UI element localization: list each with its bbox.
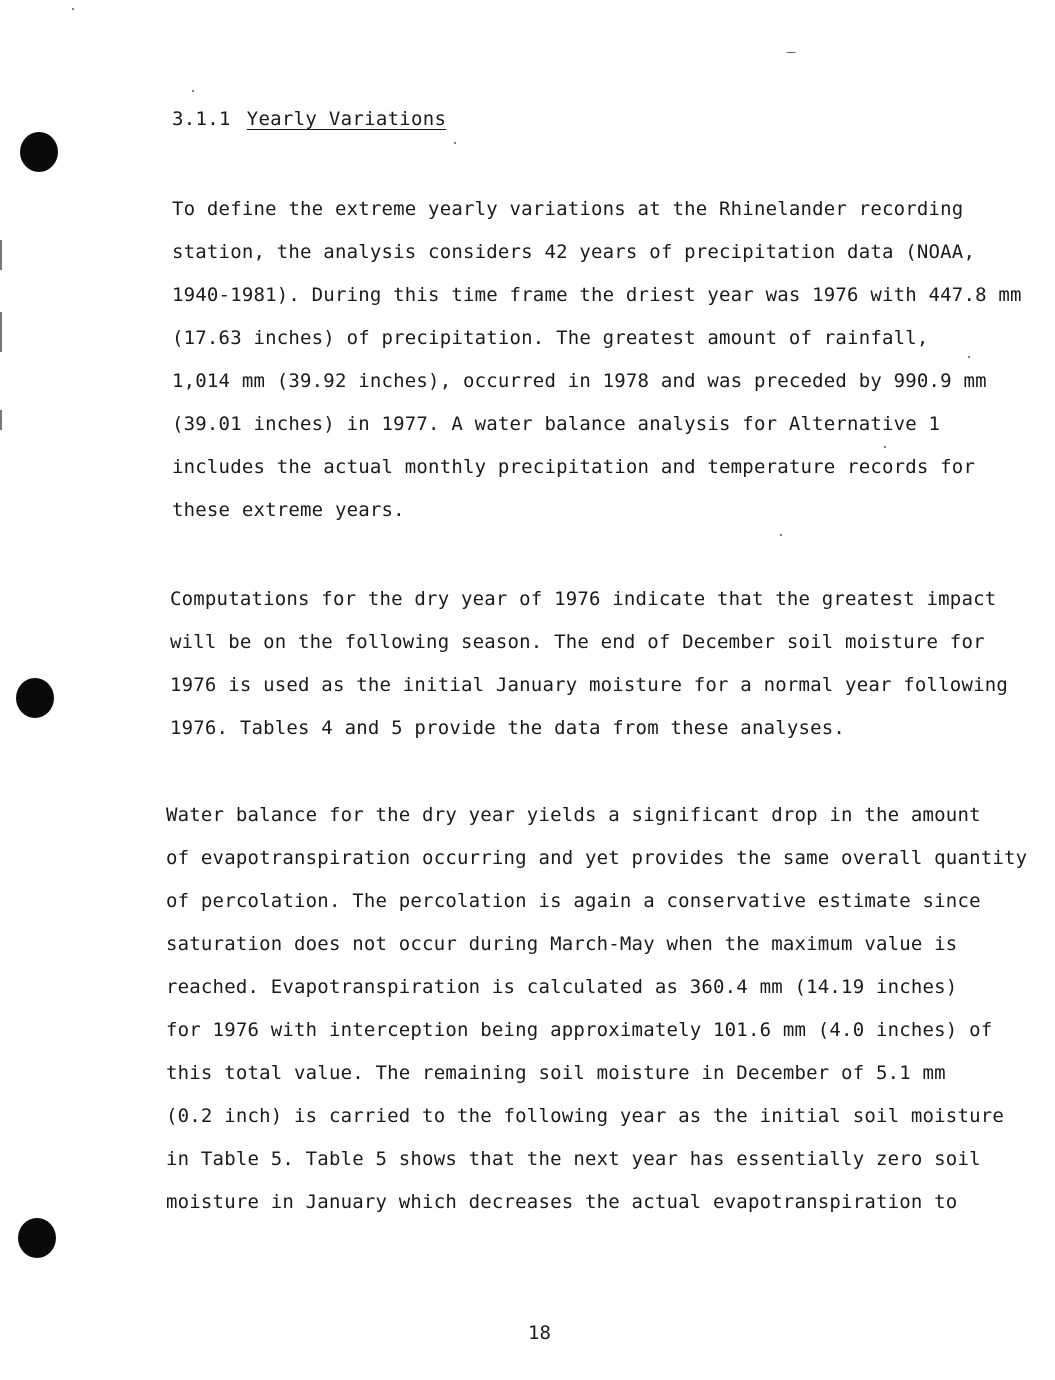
page-number: 18	[528, 1322, 551, 1344]
scan-speck	[454, 142, 456, 144]
scan-speck	[72, 8, 74, 10]
text-line: station, the analysis considers 42 years of precipitation data (NOAA,	[172, 241, 976, 263]
punch-hole-bottom	[18, 1218, 56, 1258]
section-title: Yearly Variations	[246, 108, 447, 130]
scan-edge-mark	[0, 312, 2, 352]
text-line: in Table 5. Table 5 shows that the next year has essentially zero soil	[166, 1148, 981, 1170]
section-number: 3.1.1	[172, 108, 231, 130]
text-line: reached. Evapotranspiration is calculated as 360.4 mm (14.19 inches)	[166, 976, 958, 998]
punch-hole-top	[20, 132, 58, 172]
text-line: 1,014 mm (39.92 inches), occurred in 1978 and was preceded by 990.9 mm	[172, 370, 987, 392]
scan-speck	[968, 356, 970, 358]
text-line: moisture in January which decreases the actual evapotranspiration to	[166, 1191, 958, 1213]
text-line: for 1976 with interception being approximately 101.6 mm (4.0 inches) of	[166, 1019, 993, 1041]
text-line: 1940-1981). During this time frame the driest year was 1976 with 447.8 mm	[172, 284, 1022, 306]
scan-edge-mark	[0, 240, 2, 270]
text-line: of percolation. The percolation is again a conservative estimate since	[166, 890, 981, 912]
text-line: saturation does not occur during March-May when the maximum value is	[166, 933, 958, 955]
text-line: Computations for the dry year of 1976 indicate that the greatest impact	[170, 588, 997, 610]
text-line: Water balance for the dry year yields a significant drop in the amount	[166, 804, 981, 826]
text-line: (0.2 inch) is carried to the following year as the initial soil moisture	[166, 1105, 1005, 1127]
text-line: these extreme years.	[172, 499, 405, 521]
text-line: 1976. Tables 4 and 5 provide the data from these analyses.	[170, 717, 846, 739]
text-line: will be on the following season. The end of December soil moisture for	[170, 631, 985, 653]
text-line: 1976 is used as the initial January moisture for a normal year following	[170, 674, 1009, 696]
text-line: this total value. The remaining soil moisture in December of 5.1 mm	[166, 1062, 946, 1084]
scan-speck	[780, 534, 782, 536]
text-line: To define the extreme yearly variations at the Rhinelander recording	[172, 198, 964, 220]
text-line: (17.63 inches) of precipitation. The greatest amount of rainfall,	[172, 327, 929, 349]
scan-speck	[192, 90, 194, 92]
scan-speck	[786, 52, 796, 53]
section-heading	[172, 108, 446, 130]
scan-speck	[884, 446, 886, 448]
text-line: includes the actual monthly precipitation and temperature records for	[172, 456, 976, 478]
punch-hole-middle	[16, 678, 54, 718]
text-line: of evapotranspiration occurring and yet provides the same overall quantity	[166, 847, 1028, 869]
scan-edge-mark	[0, 410, 2, 430]
text-line: (39.01 inches) in 1977. A water balance analysis for Alternative 1	[172, 413, 941, 435]
